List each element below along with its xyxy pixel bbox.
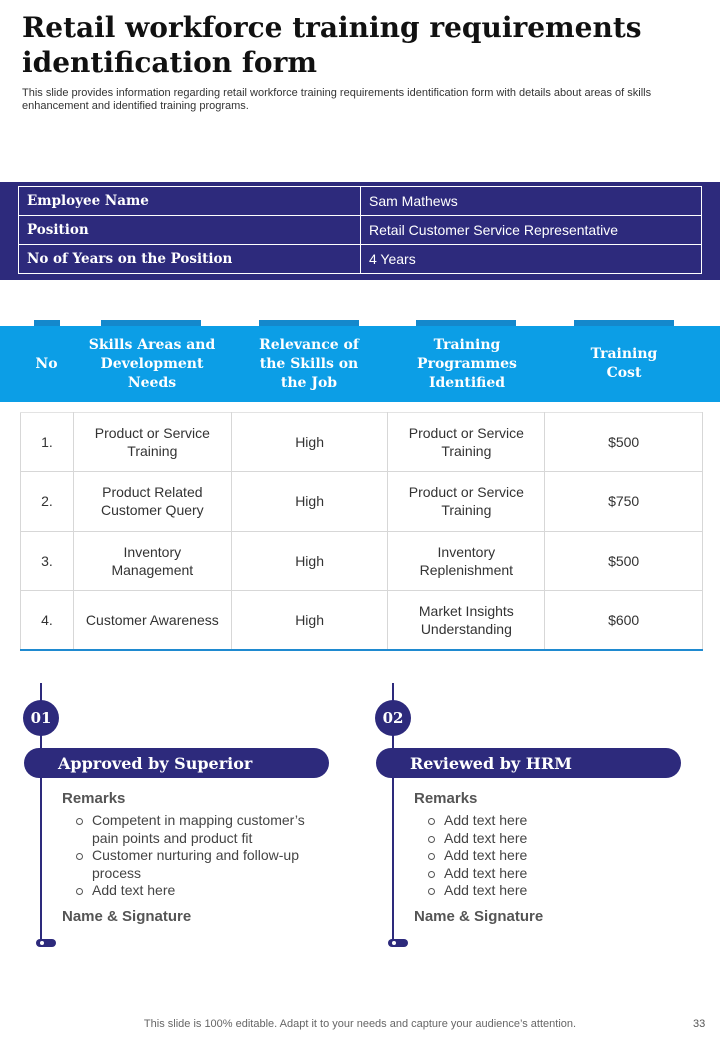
signature-label: Name & Signature	[62, 907, 192, 925]
cell-skill: Inventory Management	[73, 531, 231, 590]
employee-info-table	[18, 186, 702, 274]
card-1-heading: Approved by Superior	[24, 748, 329, 778]
cell-cost: $500	[545, 531, 703, 590]
cell-cost: $600	[545, 590, 703, 649]
remark-item: Customer nurturing and follow-up process	[62, 847, 332, 882]
remarks-label: Remarks	[414, 790, 478, 807]
remark-item: Competent in mapping customer’s pain points and product fit	[62, 812, 332, 847]
remark-item: Add text here	[414, 865, 684, 883]
info-value: 4 Years	[361, 245, 702, 274]
cell-skill: Product Related Customer Query	[73, 472, 231, 531]
column-header: Training Cost	[590, 346, 658, 381]
cell-relevance: High	[231, 531, 388, 590]
column-header: Skills Areas and Development Needs	[88, 336, 216, 391]
card-1-timeline-end	[36, 939, 56, 947]
card-2-number-badge: 02	[375, 700, 411, 736]
card-2-heading: Reviewed by HRM	[376, 748, 681, 778]
info-label: No of Years on the Position	[19, 245, 361, 274]
table-row	[21, 531, 703, 590]
page-title: Retail workforce training requirements identification form	[22, 11, 642, 79]
remark-item: Add text here	[62, 882, 332, 900]
cell-programme: Product or Service Training	[388, 472, 545, 531]
training-table	[20, 412, 703, 650]
remarks-list	[414, 812, 684, 900]
info-row	[19, 216, 702, 245]
info-label: Employee Name	[19, 187, 361, 216]
column-header: Training Programmes Identified	[417, 336, 517, 391]
remark-item: Add text here	[414, 830, 684, 848]
remark-item: Add text here	[414, 882, 684, 900]
cell-no: 4.	[21, 590, 74, 649]
footer-note: This slide is 100% editable. Adapt it to your needs and capture your audience’s attention.	[143, 1018, 577, 1030]
remarks-list	[62, 812, 332, 900]
remarks-label: Remarks	[62, 790, 126, 807]
card-1-number-badge: 01	[23, 700, 59, 736]
table-bottom-rule	[20, 649, 703, 651]
cell-programme: Product or Service Training	[388, 413, 545, 472]
table-row	[21, 590, 703, 649]
cell-skill: Product or Service Training	[73, 413, 231, 472]
card-2-timeline-end	[388, 939, 408, 947]
page-number: 33	[693, 1018, 706, 1030]
table-row	[21, 413, 703, 472]
info-value: Retail Customer Service Representative	[361, 216, 702, 245]
remark-item: Add text here	[414, 812, 684, 830]
info-row	[19, 245, 702, 274]
cell-no: 1.	[21, 413, 74, 472]
page-subtitle: This slide provides information regarding retail workforce training requirements identification form with details about areas of skills enhancement and identified training programs.	[22, 87, 652, 112]
table-row	[21, 472, 703, 531]
column-header: Relevance of the Skills on the Job	[259, 336, 359, 391]
signature-label: Name & Signature	[414, 907, 544, 925]
cell-programme: Market Insights Understanding	[388, 590, 545, 649]
card-2-body	[414, 790, 684, 926]
cell-skill: Customer Awareness	[73, 590, 231, 649]
cell-cost: $750	[545, 472, 703, 531]
cell-cost: $500	[545, 413, 703, 472]
remark-item: Add text here	[414, 847, 684, 865]
info-value: Sam Mathews	[361, 187, 702, 216]
cell-programme: Inventory Replenishment	[388, 531, 545, 590]
column-header: No	[35, 355, 58, 372]
cell-no: 3.	[21, 531, 74, 590]
cell-relevance: High	[231, 413, 388, 472]
cell-no: 2.	[21, 472, 74, 531]
card-1-body	[62, 790, 332, 926]
info-row	[19, 187, 702, 216]
info-label: Position	[19, 216, 361, 245]
cell-relevance: High	[231, 472, 388, 531]
cell-relevance: High	[231, 590, 388, 649]
